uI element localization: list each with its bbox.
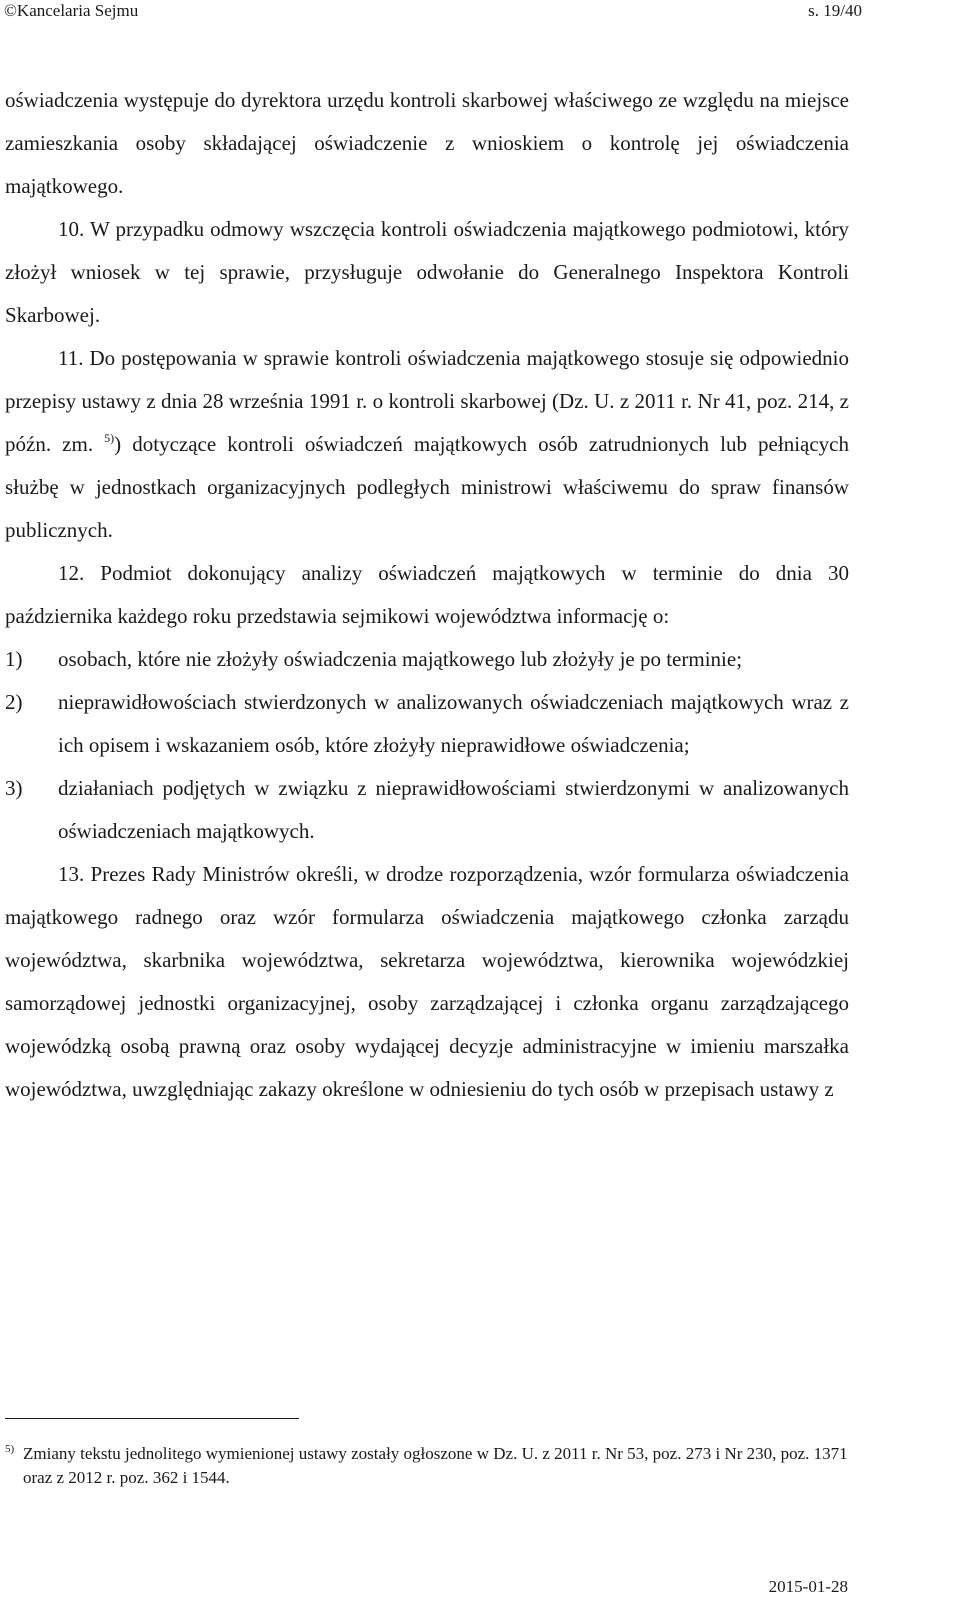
list-item [5, 681, 849, 767]
footer-date: 2015-01-28 [768, 1577, 848, 1596]
footnote-mark: 5) [5, 1443, 15, 1455]
list-item [5, 767, 849, 853]
paragraph-11-text-after: ) dotyczące kontroli oświadczeń majątkowych osób zatrudnionych lub pełniących służbę w jednostkach organizacyjnych podległych ministrowi właściwemu do spraw finansów publicznych. [5, 432, 849, 542]
footnote-reference[interactable]: 5) [104, 431, 115, 445]
list-item-text: osobach, które nie złożyły oświadczenia majątkowego lub złożyły je po terminie; [58, 647, 743, 671]
paragraph-continuation: oświadczenia występuje do dyrektora urzędu kontroli skarbowej właściwego ze względu na miejsce zamieszkania osoby składającej oświadczenie z wnioskiem o kontrolę jej oświadczenia majątkowego. [5, 88, 849, 198]
paragraph-12-intro: 12. Podmiot dokonujący analizy oświadczeń majątkowych w terminie do dnia 30 października każdego roku przedstawia sejmikowi województwa informację o: [5, 561, 849, 628]
list-item-text: działaniach podjętych w związku z nieprawidłowościami stwierdzonymi w analizowanych oświadczeniach majątkowych. [58, 776, 849, 843]
paragraph-13: 13. Prezes Rady Ministrów określi, w drodze rozporządzenia, wzór formularza oświadczenia majątkowego radnego oraz wzór formularza oświadczenia majątkowego członka zarządu województwa, skarbnika województwa, sekretarza województwa, kierownika wojewódzkiej samorządowej jednostki organizacyjnej, osoby zarządzającej i członka organu zarządzającego wojewódzką osobą prawną oraz osoby wydającej decyzje administracyjne w imieniu marszałka województwa, uwzględniając zakazy określone w odniesieniu do tych osób w przepisach ustawy z [5, 862, 849, 1101]
footnote-mark-wrapper [5, 1442, 23, 1466]
paragraph-10: 10. W przypadku odmowy wszczęcia kontroli oświadczenia majątkowego podmiotowi, który złożył wniosek w tej sprawie, przysługuje odwołanie do Generalnego Inspektora Kontroli Skarbowej. [5, 217, 849, 327]
page-header [0, 0, 960, 22]
footnote-divider [5, 1418, 299, 1419]
document-body [5, 79, 849, 1111]
page-number: s. 19/40 [808, 1, 862, 20]
footnote [5, 1442, 849, 1490]
copyright-label: ©Kancelaria Sejmu [4, 1, 139, 20]
footnote-text: Zmiany tekstu jednolitego wymienionej ustawy zostały ogłoszone w Dz. U. z 2011 r. Nr 53, poz. 273 i Nr 230, poz. 1371 oraz z 2012 r. poz. 362 i 1544. [23, 1444, 848, 1487]
list-item-number: 3) [5, 776, 23, 800]
list-item-text: nieprawidłowościach stwierdzonych w analizowanych oświadczeniach majątkowych wraz z ich opisem i wskazaniem osób, które złożyły nieprawidłowe oświadczenia; [58, 690, 849, 757]
paragraph-11 [5, 337, 849, 552]
paragraph-11-text-before: 11. Do postępowania w sprawie kontroli oświadczenia majątkowego stosuje się odpowiednio przepisy ustawy z dnia 28 września 1991 r. o kontroli skarbowej (Dz. U. z 2011 r. Nr 41, poz. 214, z późn. zm. [5, 346, 849, 456]
list-item [5, 638, 849, 681]
list-item-number: 2) [5, 690, 23, 714]
list-item-number: 1) [5, 647, 23, 671]
